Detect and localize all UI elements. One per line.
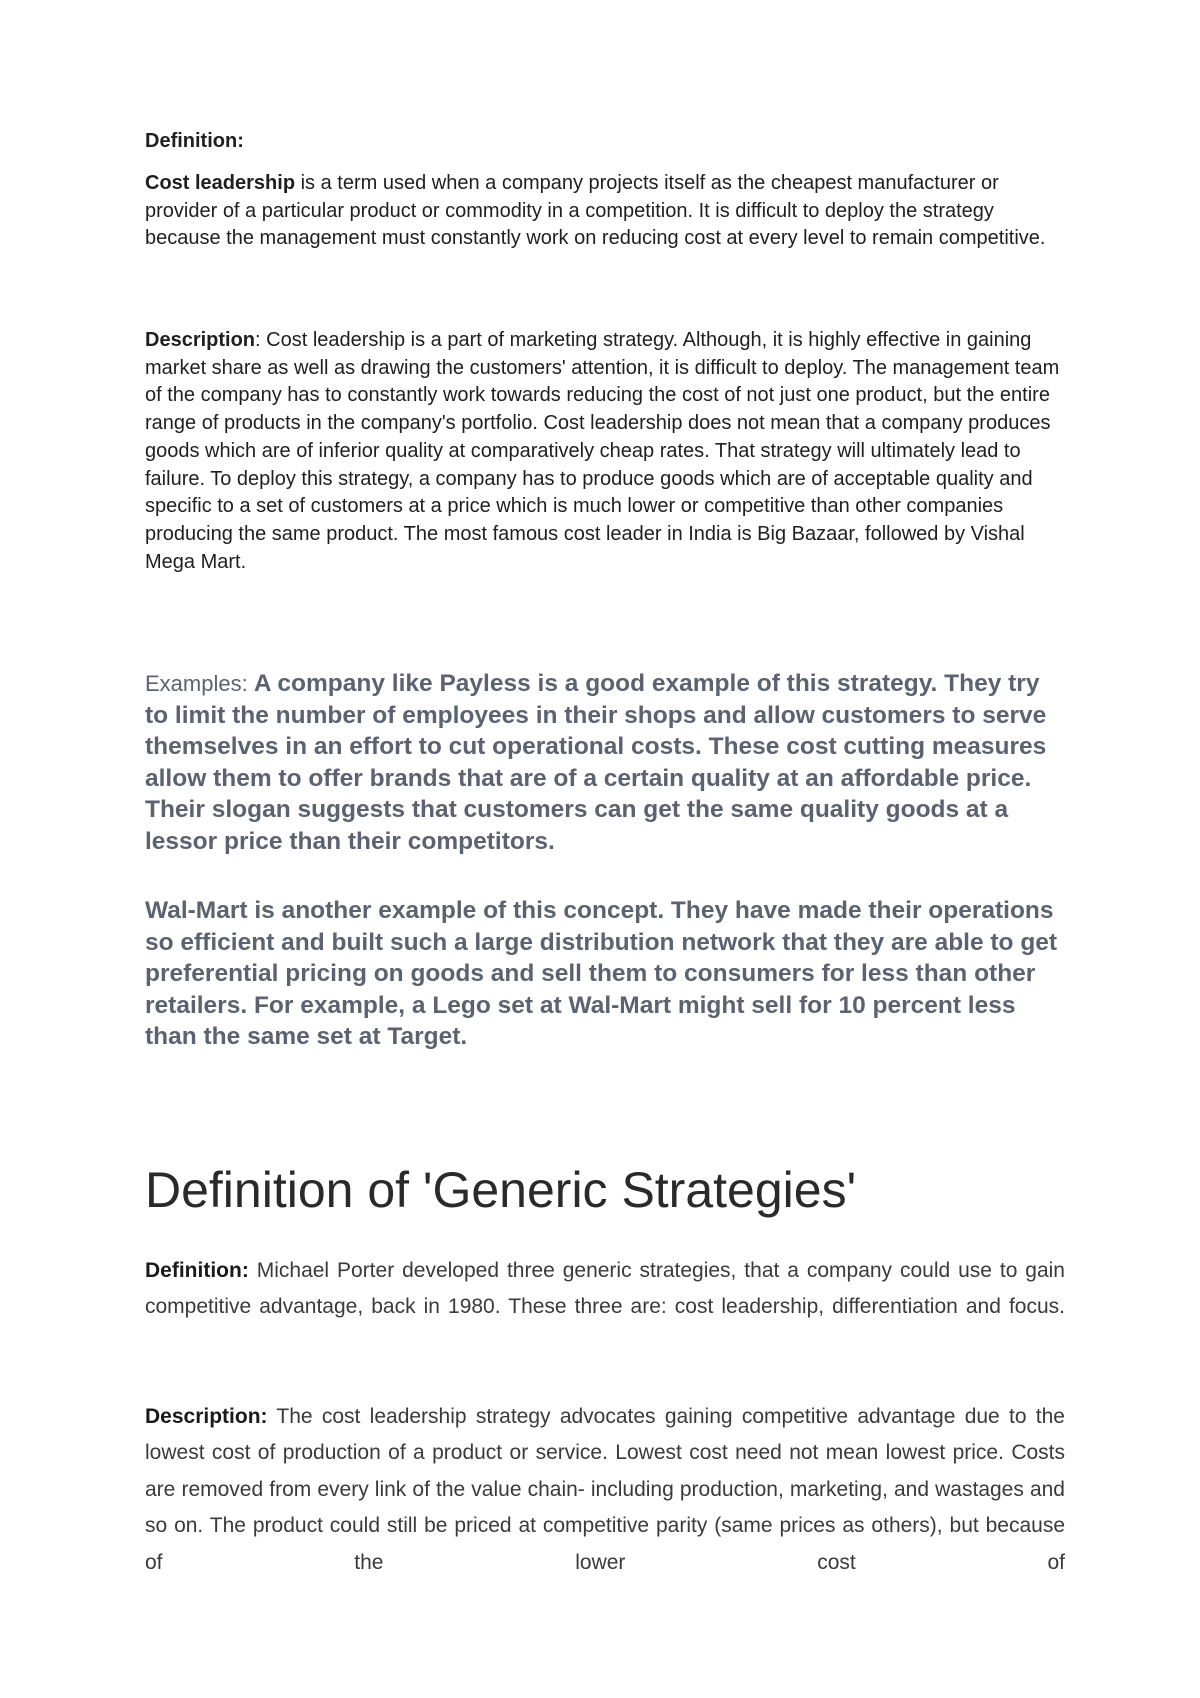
generic-definition-text: Michael Porter developed three generic strategies, that a company could use to gain competitive advantage, back in 1980. These three are: cost leadership, differentiation and focus. [145, 1259, 1065, 1319]
examples-paragraph-1 [145, 668, 1065, 857]
generic-definition-paragraph [145, 1253, 1065, 1326]
description-paragraph [145, 327, 1065, 576]
cost-leadership-description [145, 327, 1065, 576]
examples-block-1 [145, 668, 1065, 857]
cost-leadership-definition [145, 170, 1065, 253]
generic-strategies-title-block [145, 1160, 1065, 1220]
generic-strategies-definition [145, 1253, 1065, 1326]
generic-description-label: Description: [145, 1405, 268, 1428]
examples-text-2: Wal-Mart is another example of this concept. They have made their operations so efficient and built such a large distribution network that they are able to get preferential pricing on goods and sell them to consumers for less than other retailers. For example, a Lego set at Wal-Mart might sell for 10 percent less than the same set at Target. [145, 897, 1058, 1050]
cost-leadership-text: is a term used when a company projects itself as the cheapest manufacturer or provider of a particular product or commodity in a competition. It is difficult to deploy the strategy because the management must constantly work on reducing cost at every level to remain competitive. [145, 172, 1046, 250]
examples-text-1: A company like Payless is a good example of this strategy. They try to limit the number of employees in their shops and allow customers to serve themselves in an effort to cut operational costs. These cost cutting measures allow them to offer brands that are of a certain quality at an affordable price. Their slogan suggests that customers can get the same quality goods at a lessor price than their competitors. [145, 670, 1047, 855]
definition-heading-block [145, 130, 1065, 153]
generic-definition-label: Definition: [145, 1259, 249, 1282]
examples-paragraph-2 [145, 895, 1065, 1053]
definition-heading: Definition: [145, 130, 244, 152]
cost-leadership-term: Cost leadership [145, 172, 296, 194]
generic-description-paragraph [145, 1399, 1065, 1581]
generic-description-text: The cost leadership strategy advocates gaining competitive advantage due to the lowest cost of production of a product or service. Lowest cost need not mean lowest price. Costs are removed from every link of the value chain- including production, marketing, and wastages and so on. The product could still be priced at competitive parity (same prices as others), but because of the lower cost of [145, 1405, 1065, 1574]
generic-strategies-description [145, 1399, 1065, 1581]
examples-block-2 [145, 895, 1065, 1053]
generic-strategies-title: Definition of 'Generic Strategies' [145, 1162, 857, 1218]
cost-leadership-paragraph [145, 170, 1065, 253]
description-label: Description [145, 329, 256, 351]
description-text: : Cost leadership is a part of marketing strategy. Although, it is highly effective in gaining market share as well as drawing the customers' attention, it is difficult to deploy. The management team of the company has to constantly work towards reducing the cost of not just one product, but the entire range of products in the company's portfolio. Cost leadership does not mean that a company produces goods which are of inferior quality at comparatively cheap rates. That strategy will ultimately lead to failure. To deploy this strategy, a company has to produce goods which are of acceptable quality and specific to a set of customers at a price which is much lower or competitive than other companies producing the same product. The most famous cost leader in India is Big Bazaar, followed by Vishal Mega Mart. [145, 329, 1060, 573]
examples-label: Examples: [145, 671, 254, 696]
